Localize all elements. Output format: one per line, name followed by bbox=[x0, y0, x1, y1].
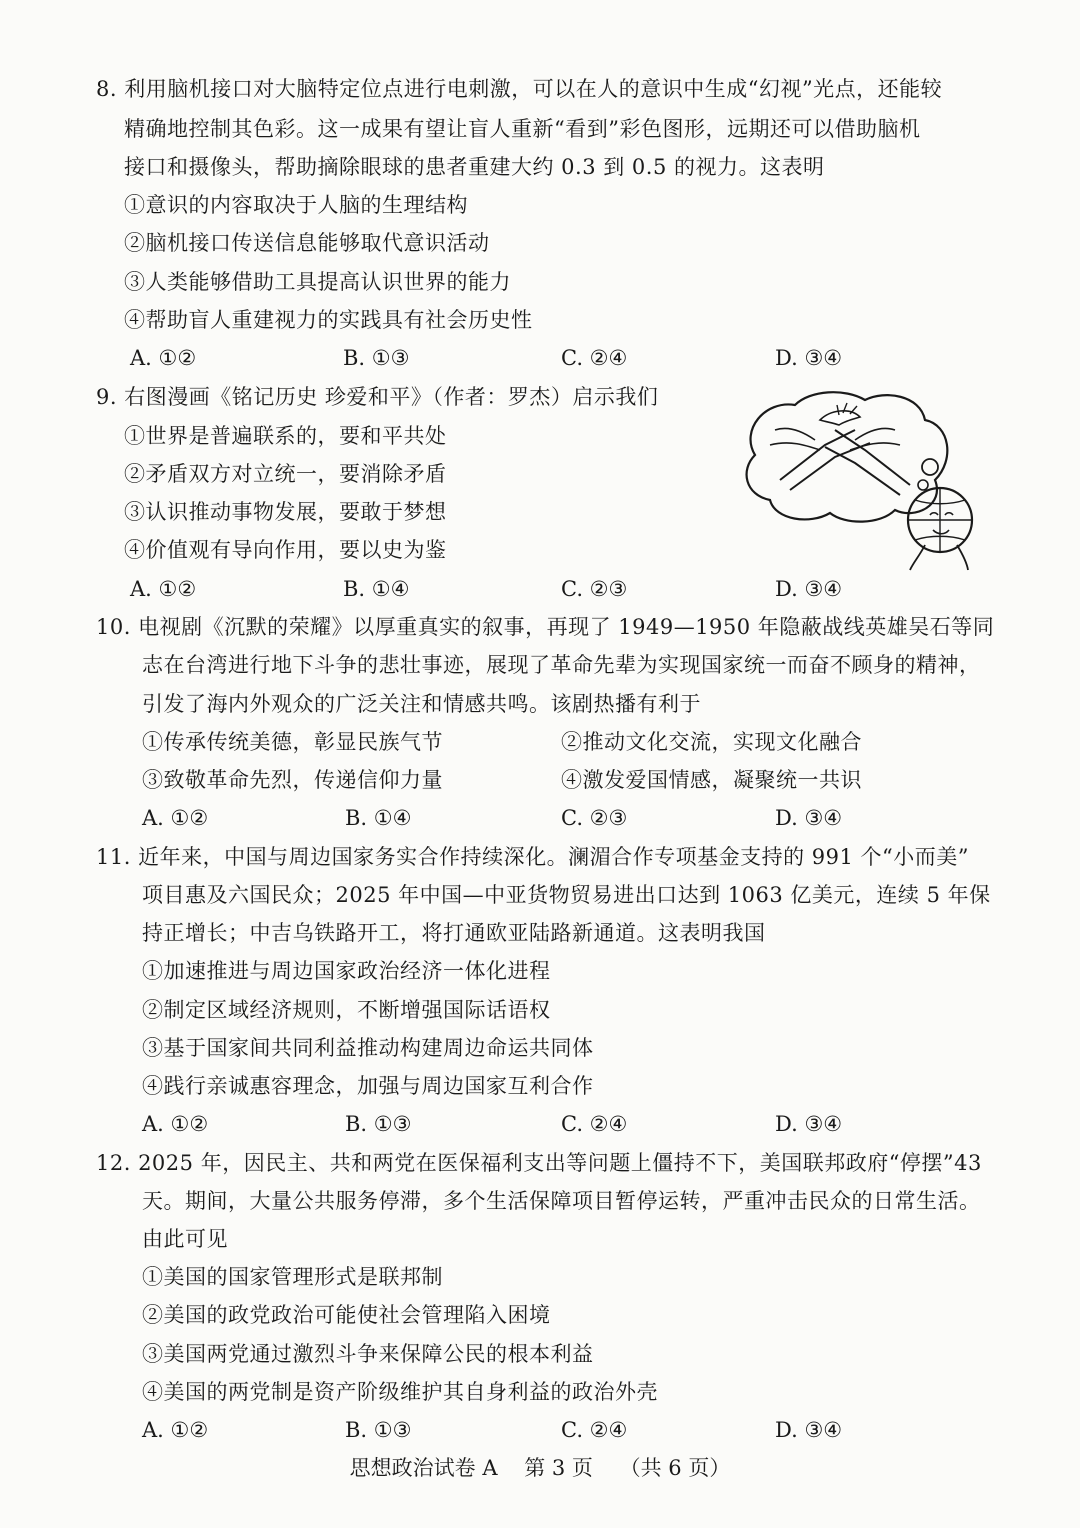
q8-item-4: ④帮助盲人重建视力的实践具有社会历史性 bbox=[124, 308, 533, 332]
q9-option-d: D. ③④ bbox=[775, 577, 843, 601]
q9-item-1: ①世界是普遍联系的，要和平共处 bbox=[124, 424, 447, 448]
q10-option-d: D. ③④ bbox=[775, 806, 843, 830]
footer-total-pages: （共 6 页） bbox=[619, 1456, 731, 1480]
q9-item-3: ③认识推动事物发展，要敢于梦想 bbox=[124, 500, 447, 524]
q11-stem-line-3: 持正增长；中吉乌铁路开工，将打通欧亚陆路新通道。这表明我国 bbox=[142, 921, 766, 945]
q11-item-4: ④践行亲诚惠容理念，加强与周边国家互利合作 bbox=[142, 1074, 594, 1098]
q8-option-a: A. ①② bbox=[130, 346, 197, 370]
q11-option-c: C. ②④ bbox=[561, 1112, 628, 1136]
q12-item-4: ④美国的两党制是资产阶级维护其自身利益的政治外壳 bbox=[142, 1380, 658, 1404]
footer-page-number: 第 3 页 bbox=[524, 1456, 593, 1480]
q12-item-3: ③美国两党通过激烈斗争来保障公民的根本利益 bbox=[142, 1342, 594, 1366]
q10-stem-line-3: 引发了海内外观众的广泛关注和情感共鸣。该剧热播有利于 bbox=[142, 692, 701, 716]
q11-stem-line-1: 11. 近年来，中国与周边国家务实合作持续深化。澜湄合作专项基金支持的 991 个“小而美” bbox=[96, 845, 969, 869]
footer-subject: 思想政治试卷 A bbox=[349, 1456, 498, 1480]
q10-stem-line-1: 10. 电视剧《沉默的荣耀》以厚重真实的叙事，再现了 1949—1950 年隐蔽战线英雄吴石等同 bbox=[96, 615, 995, 639]
q8-item-1: ①意识的内容取决于人脑的生理结构 bbox=[124, 193, 468, 217]
q12-item-2: ②美国的政党政治可能使社会管理陷入困境 bbox=[142, 1303, 551, 1327]
q9-item-4: ④价值观有导向作用，要以史为鉴 bbox=[124, 538, 447, 562]
q9-item-2: ②矛盾双方对立统一，要消除矛盾 bbox=[124, 462, 447, 486]
q10-item-3: ③致敬革命先烈，传递信仰力量 bbox=[142, 768, 443, 792]
q8-item-3: ③人类能够借助工具提高认识世界的能力 bbox=[124, 270, 511, 294]
q11-option-a: A. ①② bbox=[142, 1112, 209, 1136]
q10-stem-line-2: 志在台湾进行地下斗争的悲壮事迹，展现了革命先辈为实现国家统一而奋不顾身的精神， bbox=[142, 653, 981, 677]
q12-stem-line-1: 12. 2025 年，因民主、共和两党在医保福利支出等问题上僵持不下，美国联邦政府“停摆”43 bbox=[96, 1151, 982, 1175]
q8-item-2: ②脑机接口传送信息能够取代意识活动 bbox=[124, 231, 490, 255]
q10-option-c: C. ②③ bbox=[561, 806, 628, 830]
q10-item-4: ④激发爱国情感，凝聚统一共识 bbox=[561, 768, 862, 792]
q9-option-b: B. ①④ bbox=[343, 577, 410, 601]
q8-stem-line-1: 8. 利用脑机接口对大脑特定位点进行电刺激，可以在人的意识中生成“幻视”光点，还能较 bbox=[96, 77, 943, 101]
q12-option-d: D. ③④ bbox=[775, 1418, 843, 1442]
q8-option-c: C. ②④ bbox=[561, 346, 628, 370]
q10-option-b: B. ①④ bbox=[345, 806, 412, 830]
peace-cartoon-icon bbox=[735, 385, 985, 575]
q12-stem-line-3: 由此可见 bbox=[142, 1227, 228, 1251]
q11-option-d: D. ③④ bbox=[775, 1112, 843, 1136]
q12-item-1: ①美国的国家管理形式是联邦制 bbox=[142, 1265, 443, 1289]
q11-stem-line-2: 项目惠及六国民众；2025 年中国—中亚货物贸易进出口达到 1063 亿美元，连续 5 年保 bbox=[142, 883, 991, 907]
q9-option-c: C. ②③ bbox=[561, 577, 628, 601]
q8-stem-line-2: 精确地控制其色彩。这一成果有望让盲人重新“看到”彩色图形，远期还可以借助脑机 bbox=[124, 117, 921, 141]
q8-option-b: B. ①③ bbox=[343, 346, 410, 370]
q12-stem-line-2: 天。期间，大量公共服务停滞，多个生活保障项目暂停运转，严重冲击民众的日常生活。 bbox=[142, 1189, 981, 1213]
q12-option-b: B. ①③ bbox=[345, 1418, 412, 1442]
q12-option-c: C. ②④ bbox=[561, 1418, 628, 1442]
q12-option-a: A. ①② bbox=[142, 1418, 209, 1442]
q8-stem-line-3: 接口和摄像头，帮助摘除眼球的患者重建大约 0.3 到 0.5 的视力。这表明 bbox=[124, 155, 825, 179]
q8-option-d: D. ③④ bbox=[775, 346, 843, 370]
q10-option-a: A. ①② bbox=[142, 806, 209, 830]
q9-stem-line-1: 9. 右图漫画《铭记历史 珍爱和平》（作者：罗杰）启示我们 bbox=[96, 385, 659, 409]
q10-item-2: ②推动文化交流，实现文化融合 bbox=[561, 730, 862, 754]
q11-item-1: ①加速推进与周边国家政治经济一体化进程 bbox=[142, 959, 551, 983]
q11-item-3: ③基于国家间共同利益推动构建周边命运共同体 bbox=[142, 1036, 594, 1060]
q11-option-b: B. ①③ bbox=[345, 1112, 412, 1136]
q10-item-1: ①传承传统美德，彰显民族气节 bbox=[142, 730, 443, 754]
q9-option-a: A. ①② bbox=[130, 577, 197, 601]
page-footer bbox=[0, 1453, 1080, 1483]
q11-item-2: ②制定区域经济规则，不断增强国际话语权 bbox=[142, 998, 551, 1022]
